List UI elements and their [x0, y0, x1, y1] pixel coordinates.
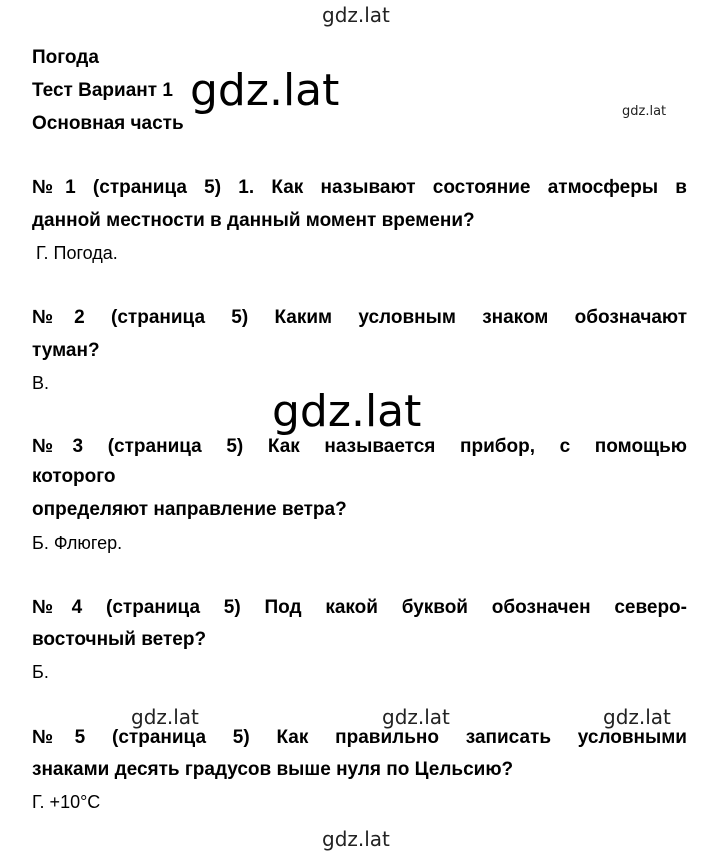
answer-1: Г. Погода.: [36, 243, 118, 263]
watermark-middle-big: gdz.lat: [272, 386, 422, 437]
question-5-line-1: №5 (страница 5) Как правильно записать условными: [32, 727, 687, 748]
question-2-line-2: туман?: [32, 340, 100, 361]
watermark-header-small: gdz.lat: [622, 104, 667, 119]
answer-4: Б.: [32, 662, 49, 682]
answer-5: Г. +10°C: [32, 792, 101, 812]
question-1-line-1: №1 (страница 5) 1. Как называют состояние атмосферы в: [32, 177, 687, 198]
watermark-top: gdz.lat: [322, 3, 390, 27]
watermark-bottom: gdz.lat: [322, 827, 390, 851]
watermark-header-big: gdz.lat: [190, 65, 340, 116]
question-1-line-2: данной местности в данный момент времени?: [32, 210, 475, 231]
watermark-row-center: gdz.lat: [382, 705, 450, 729]
test-variant-label: Тест Вариант 1: [32, 80, 173, 101]
question-3-line-3: определяют направление ветра?: [32, 499, 347, 520]
answer-2: В.: [32, 373, 50, 393]
answer-3: Б. Флюгер.: [32, 533, 123, 553]
question-2-line-1: №2 (страница 5) Каким условным знаком обозначают: [32, 307, 687, 328]
question-5-line-2: знаками десять градусов выше нуля по Цельсию?: [32, 759, 514, 780]
question-3-line-1: №3 (страница 5) Как называется прибор, с помощью: [32, 436, 687, 457]
page-title: Погода: [32, 47, 99, 68]
question-3-line-2: которого: [32, 466, 116, 487]
question-4-line-2: восточный ветер?: [32, 629, 207, 650]
question-4-line-1: №4 (страница 5) Под какой буквой обозначен северо-: [32, 597, 687, 618]
watermark-row-right: gdz.lat: [603, 705, 671, 729]
section-label: Основная часть: [32, 113, 184, 134]
watermark-row-left: gdz.lat: [131, 705, 199, 729]
